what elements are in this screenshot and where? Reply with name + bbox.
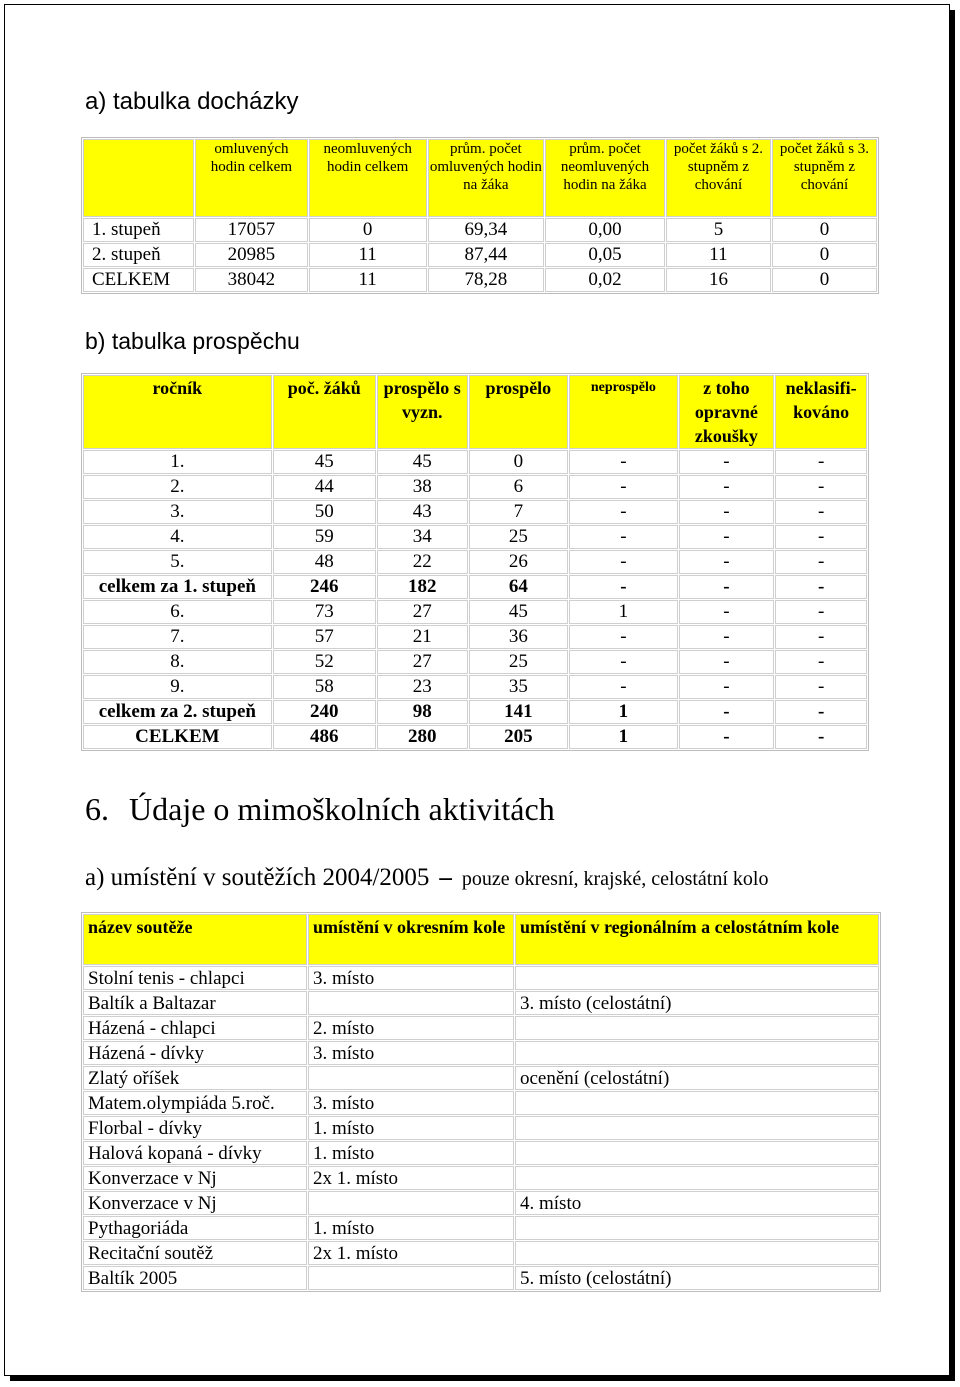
table-cell: 280	[377, 725, 468, 749]
table-cell: -	[775, 600, 867, 624]
table-cell: 3. místo	[308, 1041, 514, 1065]
table-cell: 1. stupeň	[83, 218, 194, 242]
attendance-table	[81, 137, 879, 294]
section-heading	[85, 791, 555, 828]
table-cell: 45	[377, 450, 468, 474]
table-cell: 6.	[83, 600, 272, 624]
table-row	[83, 1091, 879, 1115]
table-cell: 35	[469, 675, 569, 699]
table-cell: 50	[273, 500, 376, 524]
table-cell: 0,02	[545, 268, 665, 292]
table-cell: 5. místo (celostátní)	[515, 1266, 879, 1290]
table-cell: Halová kopaná - dívky	[83, 1141, 307, 1165]
table-cell: -	[679, 650, 775, 674]
table-cell: 11	[309, 243, 427, 267]
table-cell: Florbal - dívky	[83, 1116, 307, 1140]
table-row	[83, 450, 867, 474]
table-cell: Baltík 2005	[83, 1266, 307, 1290]
table-row	[83, 675, 867, 699]
table-cell: Zlatý oříšek	[83, 1066, 307, 1090]
table-cell: 246	[273, 575, 376, 599]
table-cell: -	[775, 700, 867, 724]
table-cell: 17057	[195, 218, 308, 242]
table-cell: 34	[377, 525, 468, 549]
attendance-header-cell: omluvených hodin celkem	[195, 139, 308, 217]
table-cell: 45	[469, 600, 569, 624]
attendance-header-cell: počet žáků s 2. stupněm z chování	[666, 139, 771, 217]
table-cell: -	[679, 700, 775, 724]
table-cell: Házená - dívky	[83, 1041, 307, 1065]
table-cell: 205	[469, 725, 569, 749]
table-cell: 8.	[83, 650, 272, 674]
table-cell: 22	[377, 550, 468, 574]
table-row	[83, 600, 867, 624]
table-cell: 3. místo	[308, 966, 514, 990]
table-cell: 3. místo	[308, 1091, 514, 1115]
table-cell: 2. místo	[308, 1016, 514, 1040]
table-cell: 78,28	[428, 268, 544, 292]
table-cell: 9.	[83, 675, 272, 699]
table-cell: 73	[273, 600, 376, 624]
table-cell: -	[775, 675, 867, 699]
table-row	[83, 475, 867, 499]
competitions-title-main: a) umístění v soutěžích 2004/2005	[85, 864, 430, 891]
progress-header-cell: ročník	[83, 375, 272, 449]
table-cell: 5	[666, 218, 771, 242]
attendance-title: a) tabulka docházky	[85, 88, 299, 115]
attendance-header-row	[83, 139, 877, 217]
table-cell: -	[775, 575, 867, 599]
table-cell: 59	[273, 525, 376, 549]
table-row	[83, 625, 867, 649]
table-row	[83, 575, 867, 599]
table-row	[83, 1141, 879, 1165]
table-cell	[515, 1141, 879, 1165]
table-cell: -	[679, 600, 775, 624]
table-cell: 3. místo (celostátní)	[515, 991, 879, 1015]
table-cell: -	[679, 575, 775, 599]
table-row	[83, 991, 879, 1015]
table-cell: CELKEM	[83, 725, 272, 749]
table-cell	[515, 1241, 879, 1265]
table-cell: 25	[469, 525, 569, 549]
progress-header-cell: neprospělo	[569, 375, 677, 449]
table-cell: 6	[469, 475, 569, 499]
progress-table	[81, 373, 869, 751]
table-cell: Recitační soutěž	[83, 1241, 307, 1265]
table-row	[83, 1216, 879, 1240]
table-row	[83, 725, 867, 749]
table-cell: 240	[273, 700, 376, 724]
progress-header-cell: z toho opravné zkoušky	[679, 375, 775, 449]
table-cell: 21	[377, 625, 468, 649]
table-cell: 26	[469, 550, 569, 574]
table-cell	[515, 1116, 879, 1140]
attendance-header-cell: počet žáků s 3. stupněm z chování	[772, 139, 877, 217]
table-cell: Matem.olympiáda 5.roč.	[83, 1091, 307, 1115]
progress-header-cell: prospělo	[469, 375, 569, 449]
table-cell: 48	[273, 550, 376, 574]
table-cell: -	[569, 525, 677, 549]
table-cell: Stolní tenis - chlapci	[83, 966, 307, 990]
table-cell: -	[569, 500, 677, 524]
progress-header-cell: poč. žáků	[273, 375, 376, 449]
table-cell: 0,05	[545, 243, 665, 267]
table-cell: 1	[569, 700, 677, 724]
table-row	[83, 1041, 879, 1065]
table-cell: 11	[309, 268, 427, 292]
table-cell: 25	[469, 650, 569, 674]
table-cell: 1. místo	[308, 1216, 514, 1240]
progress-header-row	[83, 375, 867, 449]
table-cell: 58	[273, 675, 376, 699]
table-cell: 45	[273, 450, 376, 474]
table-cell: 98	[377, 700, 468, 724]
page-shadow-bottom	[10, 1376, 955, 1381]
table-cell: 64	[469, 575, 569, 599]
table-cell: -	[775, 650, 867, 674]
table-cell: 69,34	[428, 218, 544, 242]
table-row	[83, 218, 877, 242]
table-cell: 1	[569, 600, 677, 624]
table-row	[83, 500, 867, 524]
table-cell: 2. stupeň	[83, 243, 194, 267]
competitions-header-cell: umístění v regionálním a celostátním kole	[515, 914, 879, 965]
table-cell: 7	[469, 500, 569, 524]
table-row	[83, 966, 879, 990]
attendance-header-cell	[83, 139, 194, 217]
table-cell: -	[775, 450, 867, 474]
table-row	[83, 1066, 879, 1090]
table-cell: 2x 1. místo	[308, 1166, 514, 1190]
table-cell: -	[775, 475, 867, 499]
competitions-table	[81, 912, 881, 1292]
table-cell: 1	[569, 725, 677, 749]
table-cell	[515, 1041, 879, 1065]
table-cell: -	[775, 725, 867, 749]
table-cell: Pythagoriáda	[83, 1216, 307, 1240]
table-cell: Konverzace v Nj	[83, 1166, 307, 1190]
table-row	[83, 1166, 879, 1190]
table-cell: -	[679, 450, 775, 474]
table-cell: 0	[309, 218, 427, 242]
table-cell: celkem za 2. stupeň	[83, 700, 272, 724]
table-row	[83, 700, 867, 724]
table-cell: 182	[377, 575, 468, 599]
table-cell: 4.	[83, 525, 272, 549]
table-cell: 38042	[195, 268, 308, 292]
table-cell: -	[775, 500, 867, 524]
table-cell: -	[569, 675, 677, 699]
table-cell: 44	[273, 475, 376, 499]
table-cell: 16	[666, 268, 771, 292]
section-title: Údaje o mimoškolních aktivitách	[129, 791, 555, 827]
table-cell: 486	[273, 725, 376, 749]
table-cell: 141	[469, 700, 569, 724]
table-cell: 4. místo	[515, 1191, 879, 1215]
attendance-header-cell: neomluvených hodin celkem	[309, 139, 427, 217]
table-cell	[308, 1266, 514, 1290]
competitions-header-row	[83, 914, 879, 965]
table-cell: -	[679, 625, 775, 649]
page-shadow-right	[950, 10, 955, 1381]
table-cell: ocenění (celostátní)	[515, 1066, 879, 1090]
competitions-title	[85, 864, 768, 892]
table-cell: 2.	[83, 475, 272, 499]
attendance-header-cell: prům. počet neomluvených hodin na žáka	[545, 139, 665, 217]
table-cell: -	[775, 550, 867, 574]
table-cell: 0,00	[545, 218, 665, 242]
table-cell: 27	[377, 600, 468, 624]
section-number: 6.	[85, 791, 109, 827]
table-cell: 52	[273, 650, 376, 674]
progress-header-cell: neklasifi-kováno	[775, 375, 867, 449]
table-cell: 57	[273, 625, 376, 649]
table-cell: 43	[377, 500, 468, 524]
table-cell	[515, 1166, 879, 1190]
table-cell: 0	[772, 268, 877, 292]
table-cell: Baltík a Baltazar	[83, 991, 307, 1015]
table-row	[83, 650, 867, 674]
table-cell: 5.	[83, 550, 272, 574]
table-cell: -	[679, 725, 775, 749]
competitions-header-cell: umístění v okresním kole	[308, 914, 514, 965]
table-cell: 1. místo	[308, 1141, 514, 1165]
table-row	[83, 1116, 879, 1140]
table-cell: -	[679, 500, 775, 524]
table-cell	[515, 966, 879, 990]
table-row	[83, 1266, 879, 1290]
table-cell: Konverzace v Nj	[83, 1191, 307, 1215]
table-row	[83, 268, 877, 292]
table-row	[83, 550, 867, 574]
table-cell: 87,44	[428, 243, 544, 267]
table-cell	[308, 991, 514, 1015]
table-cell: 27	[377, 650, 468, 674]
competitions-header-cell: název soutěže	[83, 914, 307, 965]
attendance-header-cell: prům. počet omluvených hodin na žáka	[428, 139, 544, 217]
table-cell: 11	[666, 243, 771, 267]
table-cell: 20985	[195, 243, 308, 267]
table-row	[83, 1241, 879, 1265]
progress-title: b) tabulka prospěchu	[85, 328, 300, 354]
table-cell: -	[569, 550, 677, 574]
table-cell: -	[569, 450, 677, 474]
table-row	[83, 525, 867, 549]
title-dash: –	[439, 864, 452, 891]
table-cell: -	[679, 525, 775, 549]
table-cell: 2x 1. místo	[308, 1241, 514, 1265]
table-cell: -	[569, 575, 677, 599]
table-cell: 0	[469, 450, 569, 474]
table-row	[83, 1191, 879, 1215]
table-cell: 1. místo	[308, 1116, 514, 1140]
table-cell: -	[569, 625, 677, 649]
table-cell: -	[679, 475, 775, 499]
table-cell: 38	[377, 475, 468, 499]
table-cell: Házená - chlapci	[83, 1016, 307, 1040]
table-cell: 0	[772, 243, 877, 267]
table-cell: -	[679, 675, 775, 699]
table-cell: -	[775, 625, 867, 649]
table-cell: celkem za 1. stupeň	[83, 575, 272, 599]
table-cell: 0	[772, 218, 877, 242]
table-row	[83, 1016, 879, 1040]
table-cell	[308, 1066, 514, 1090]
table-cell: 3.	[83, 500, 272, 524]
table-row	[83, 243, 877, 267]
competitions-subtitle: pouze okresní, krajské, celostátní kolo	[461, 868, 769, 890]
table-cell: -	[679, 550, 775, 574]
table-cell: -	[569, 475, 677, 499]
table-cell: CELKEM	[83, 268, 194, 292]
table-cell	[515, 1091, 879, 1115]
table-cell: 23	[377, 675, 468, 699]
table-cell: 36	[469, 625, 569, 649]
table-cell: 7.	[83, 625, 272, 649]
table-cell	[515, 1216, 879, 1240]
table-cell: 1.	[83, 450, 272, 474]
table-cell	[515, 1016, 879, 1040]
table-cell	[308, 1191, 514, 1215]
table-cell: -	[775, 525, 867, 549]
progress-header-cell: prospělo s vyzn.	[377, 375, 468, 449]
table-cell: -	[569, 650, 677, 674]
